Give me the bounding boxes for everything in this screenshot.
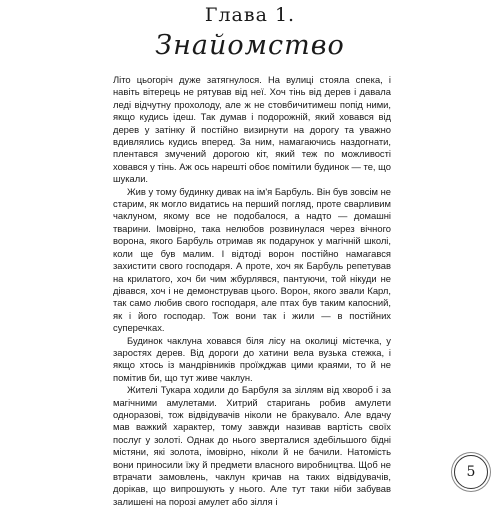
paragraph-4: Жителі Тукара ходили до Барбуля за зіллям від хвороб і за магічними амулетами. Хитрий старигань робив амулети одноразові, тож відвідувачів ніколи не бракувало. Але вдачу мав важкий характер, тому завжди називав вартість своїх послуг у золоті. Однак до нього зверталися здебільшого бідні містяни, які золота, імовірно, ніколи й не бачили. Натомість вони приносили їжу й предмети власного виробництва. Щоб не втрачати замовлень, чаклун кричав на таких відвідувачів, дорікав, що випрошують у нього. Але тут таки ніби забував залишені на порозі амулет або зілля і bbox=[113, 384, 391, 507]
page-number: 5 bbox=[466, 464, 476, 480]
chapter-label: Глава 1. bbox=[204, 4, 296, 26]
paragraph-3: Будинок чаклуна ховався біля лісу на околиці містечка, у заростях дерев. Від дороги до хатини вела вузька стежка, і якщо хтось із мандрівників проїжджав цими краями, то й не помітив би, що тут живе чаклун. bbox=[113, 334, 391, 383]
body-text bbox=[113, 74, 391, 508]
page-number-badge bbox=[454, 455, 488, 489]
paragraph-2: Жив у тому будинку дивак на ім'я Барбуль. Він був зовсім не старим, як могло видатись на перший погляд, проте сварливим чаклуном, якому все не подобалося, а надто — домашні тварини. Імовірно, така нелюбов розвинулася через вічного ворона, якого Барбуль отримав як подарунок у магічній школі, коли ще був малим. І відтоді ворон постійно намагався захистити свого господаря. А проте, хоч як Барбуль репетував на крилатого, хоч би чим жбурлявся, пантуючи, той нікуди не дівався, хоч і не демонстрував цього. Ворон, якого звали Карл, так само любив свого господаря, але птах був таким капосний, як і його господар. Тож вони так і жили — в постійних суперечках. bbox=[113, 185, 391, 334]
chapter-title: Знайомство bbox=[155, 30, 345, 61]
paragraph-1: Літо цьогоріч дуже затягнулося. На вулиці стояла спека, і навіть вітерець не рятував від неї. Хоч тінь від дерев і давала леді відчутну прохолоду, але ж не стовбичитимеш попід ними, якщо кудись ідеш. Так думав і подорожній, який ховався від дерев у затінку й постійно визирнути на дорогу та уважно вдивлялись кудись вперед. За ним, намагаючись наздогнати, плентався змучений дорогою кіт, який теж по можливості ховався у тінь. Аж ось нарешті обоє помітили будинок — те, що шукали. bbox=[113, 74, 391, 185]
